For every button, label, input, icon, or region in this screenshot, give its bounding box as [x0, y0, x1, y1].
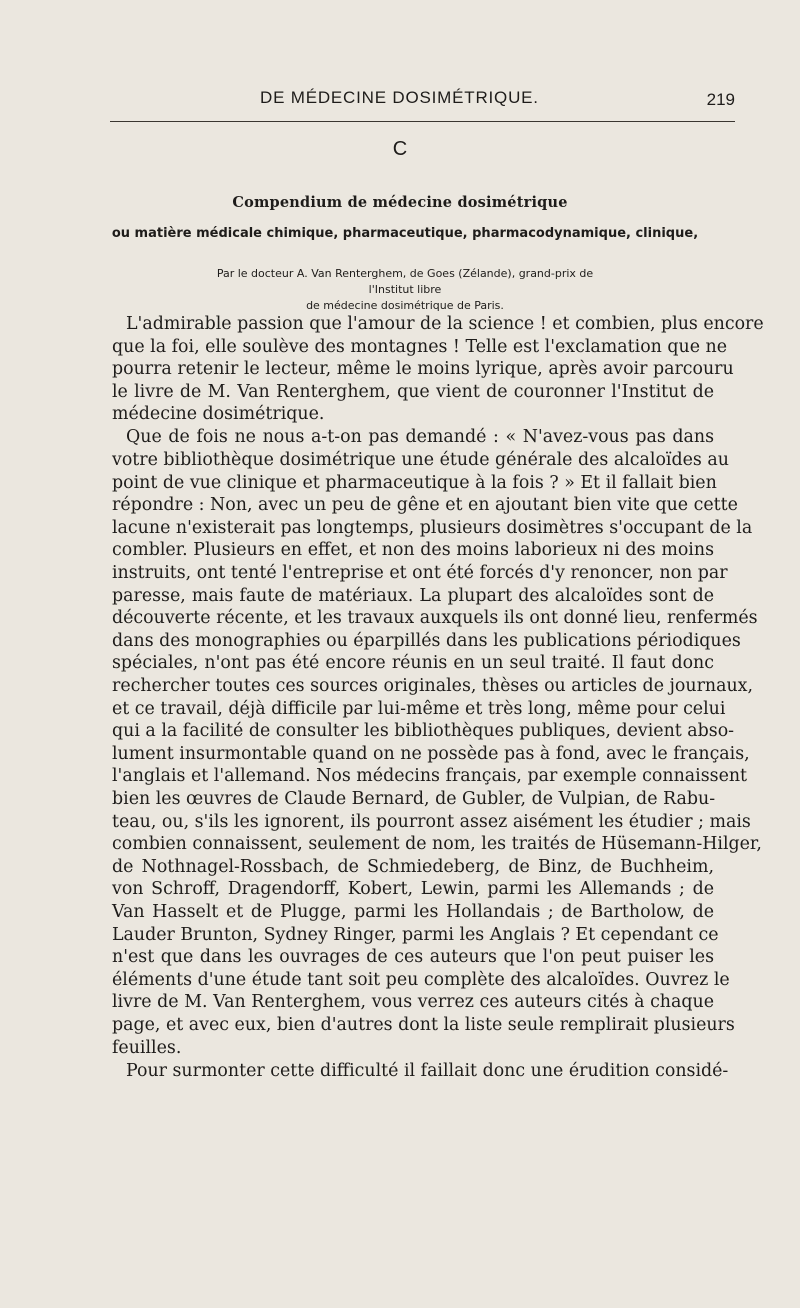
text-line: page, et avec eux, bien d'autres dont la liste seule remplirait plusieurs [112, 1014, 735, 1035]
text-line: dans des monographies ou éparpillés dans les publications périodiques [112, 630, 741, 651]
text-line: qui a la facilité de consulter les bibliothèques publiques, devient abso- [112, 721, 735, 742]
text-line: n'est que dans les ouvrages de ces auteurs que l'on peut puiser les [112, 947, 714, 968]
text-line: L'admirable passion que l'amour de la science ! et combien, plus encore [126, 314, 764, 334]
text-line: médecine dosimétrique. [112, 404, 325, 425]
text-line: instruits, ont tenté l'entreprise et ont été forcés d'y renoncer, non par [112, 563, 728, 584]
article-title: Compendium de médecine dosimétrique [232, 194, 568, 211]
text-line: combien connaissent, seulement de nom, les traités de Hüsemann-Hilger, [112, 834, 762, 855]
text-line: von Schroff, Dragendorff, Kobert, Lewin, parmi les Allemands ; de [112, 879, 714, 900]
text-line: livre de M. Van Renterghem, vous verrez ces auteurs cités à chaque [112, 992, 714, 1013]
text-line: bien les œuvres de Claude Bernard, de Gubler, de Vulpian, de Rabu- [112, 788, 716, 809]
author-line: de médecine dosimétrique de Paris. [306, 299, 504, 312]
text-line: point de vue clinique et pharmaceutique à la fois ? » Et il fallait bien [112, 472, 717, 493]
text-line: l'anglais et l'allemand. Nos médecins français, par exemple connaissent [112, 766, 748, 787]
text-line: Van Hasselt et de Plugge, parmi les Hollandais ; de Bartholow, de [112, 901, 714, 922]
text-line: découverte récente, et les travaux auxquels ils ont donné lieu, renfermés [112, 608, 758, 629]
text-line: feuilles. [112, 1037, 182, 1058]
text-line: que la foi, elle soulève des montagnes ! Telle est l'exclamation que ne [112, 336, 728, 357]
text-line: spéciales, n'ont pas été encore réunis en un seul traité. Il faut donc [112, 653, 714, 674]
body-text [112, 313, 764, 1082]
text-line: combler. Plusieurs en effet, et non des moins laborieux ni des moins [112, 540, 714, 561]
paragraph [112, 426, 762, 1059]
header-rule [110, 121, 735, 122]
author-line: Par le docteur A. Van Renterghem, de Goes (Zélande), grand-prix de l'Institut libre [216, 267, 594, 296]
running-head [110, 88, 735, 112]
text-line: lacune n'existerait pas longtemps, plusieurs dosimètres s'occupant de la [112, 517, 753, 538]
text-line: répondre : Non, avec un peu de gêne et en ajoutant bien vite que cette [112, 495, 738, 516]
paragraph [112, 1060, 729, 1083]
author-credit [200, 266, 610, 314]
text-line: le livre de M. Van Renterghem, que vient de couronner l'Institut de [112, 381, 714, 402]
text-line: votre bibliothèque dosimétrique une étude générale des alcaloïdes au [112, 450, 729, 471]
page-number: 219 [706, 90, 735, 109]
text-line: paresse, mais faute de matériaux. La plupart des alcaloïdes sont de [112, 585, 714, 606]
text-line: et ce travail, déjà difficile par lui-même et très long, même pour celui [112, 698, 726, 719]
text-line: teau, ou, s'ils les ignorent, ils pourront assez aisément les étudier ; mais [112, 811, 751, 832]
text-line: rechercher toutes ces sources originales, thèses ou articles de journaux, [112, 676, 753, 696]
article-subtitle: ou matière médicale chimique, pharmaceutique, pharmacodynamique, clinique, [111, 226, 699, 241]
text-line: de Nothnagel-Rossbach, de Schmiedeberg, de Binz, de Buchheim, [112, 856, 714, 877]
section-letter: C [392, 138, 408, 160]
text-line: lument insurmontable quand on ne possède pas à fond, avec le français, [112, 743, 750, 764]
text-line: Que de fois ne nous a-t-on pas demandé : « N'avez-vous pas dans [126, 427, 714, 448]
text-line: Lauder Brunton, Sydney Ringer, parmi les Anglais ? Et cependant ce [112, 924, 719, 945]
text-line: Pour surmonter cette difficulté il faillait donc une érudition considé- [126, 1060, 729, 1081]
running-title: DE MÉDECINE DOSIMÉTRIQUE. [260, 88, 539, 107]
text-line: éléments d'une étude tant soit peu complète des alcaloïdes. Ouvrez le [112, 969, 730, 990]
paragraph [112, 313, 764, 426]
text-line: pourra retenir le lecteur, même le moins lyrique, après avoir parcouru [112, 359, 734, 380]
